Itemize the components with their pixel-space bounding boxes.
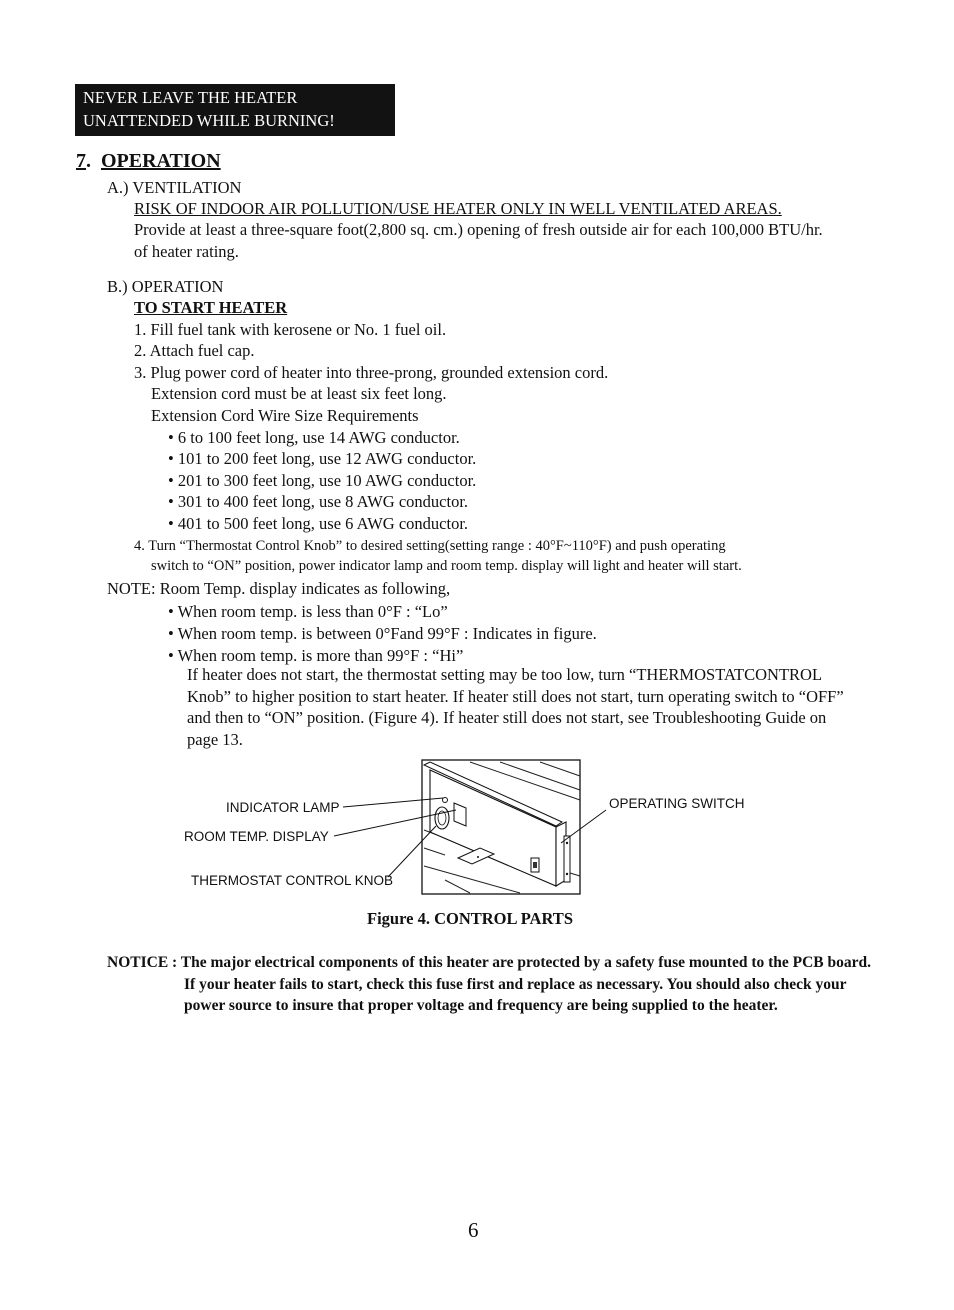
trouble-line: page 13. [187, 730, 243, 749]
notice-line-2: If your heater fails to start, check this fuse first and replace as necessary. You should also check your [184, 976, 847, 993]
operation-heading: B.) OPERATION [107, 277, 224, 296]
step-3-note-1: Extension cord must be at least six feet long. [151, 384, 447, 403]
notice-line-1: NOTICE : The major electrical components of this heater are protected by a safety fuse mounted to the PCB board. [107, 954, 872, 971]
note-item: • When room temp. is between 0°Fand 99°F : Indicates in figure. [168, 624, 597, 643]
step-4-line-2: switch to “ON” position, power indicator lamp and room temp. display will light and heater will start. [151, 558, 742, 574]
step-3: 3. Plug power cord of heater into three-prong, grounded extension cord. [134, 363, 609, 382]
wire-size-item: • 101 to 200 feet long, use 12 AWG conductor. [168, 449, 477, 468]
figure-caption: Figure 4. CONTROL PARTS [367, 909, 573, 928]
thermostat-knob [435, 807, 449, 829]
section-title: OPERATION [101, 150, 221, 172]
label-room-temp-display: ROOM TEMP. DISPLAY [184, 829, 329, 844]
warning-line-2: UNATTENDED WHILE BURNING! [83, 111, 335, 130]
step-2: 2. Attach fuel cap. [134, 341, 255, 360]
trouble-line: If heater does not start, the thermostat setting may be too low, turn “THERMOSTATCONTROL [187, 665, 823, 684]
notice-line-3: power source to insure that proper voltage and frequency are being supplied to the heater. [184, 997, 778, 1014]
wire-size-item: • 301 to 400 feet long, use 8 AWG conductor. [168, 492, 469, 511]
trouble-line: Knob” to higher position to start heater. If heater still does not start, turn operating switch to “OFF” [187, 687, 844, 706]
label-indicator-lamp: INDICATOR LAMP [226, 800, 340, 815]
note-item: • When room temp. is more than 99°F : “Hi” [168, 646, 464, 665]
wire-size-item: • 401 to 500 feet long, use 6 AWG conductor. [168, 514, 469, 533]
trouble-line: and then to “ON” position. (Figure 4). If heater still does not start, see Troubleshooting Guide on [187, 708, 827, 727]
wire-size-item: • 6 to 100 feet long, use 14 AWG conductor. [168, 428, 460, 447]
wire-size-item: • 201 to 300 feet long, use 10 AWG conductor. [168, 471, 477, 490]
step-1: 1. Fill fuel tank with kerosene or No. 1 fuel oil. [134, 320, 447, 339]
section-heading: 7. OPERATION [76, 150, 221, 172]
step-3-note-2: Extension Cord Wire Size Requirements [151, 406, 419, 425]
label-thermostat-knob: THERMOSTAT CONTROL KNOB [191, 873, 394, 888]
ventilation-heading: A.) VENTILATION [107, 178, 242, 197]
section-number: 7 [76, 150, 86, 172]
start-heater-heading: TO START HEATER [134, 298, 288, 317]
page-number: 6 [468, 1218, 479, 1242]
warning-line-1: NEVER LEAVE THE HEATER [83, 88, 298, 107]
indicator-lamp [443, 798, 448, 803]
step-4-line-1: 4. Turn “Thermostat Control Knob” to desired setting(setting range : 40°F~110°F) and push operating [134, 538, 726, 554]
ventilation-text-1: Provide at least a three-square foot(2,800 sq. cm.) opening of fresh outside air for each 100,000 BTU/hr. [134, 220, 823, 239]
note-item: • When room temp. is less than 0°F : “Lo” [168, 602, 448, 621]
ventilation-text-2: of heater rating. [134, 242, 239, 261]
note: NOTE: Room Temp. display indicates as following, [107, 579, 451, 598]
label-operating-switch: OPERATING SWITCH [609, 796, 745, 811]
ventilation-risk: RISK OF INDOOR AIR POLLUTION/USE HEATER ONLY IN WELL VENTILATED AREAS. [134, 199, 782, 218]
